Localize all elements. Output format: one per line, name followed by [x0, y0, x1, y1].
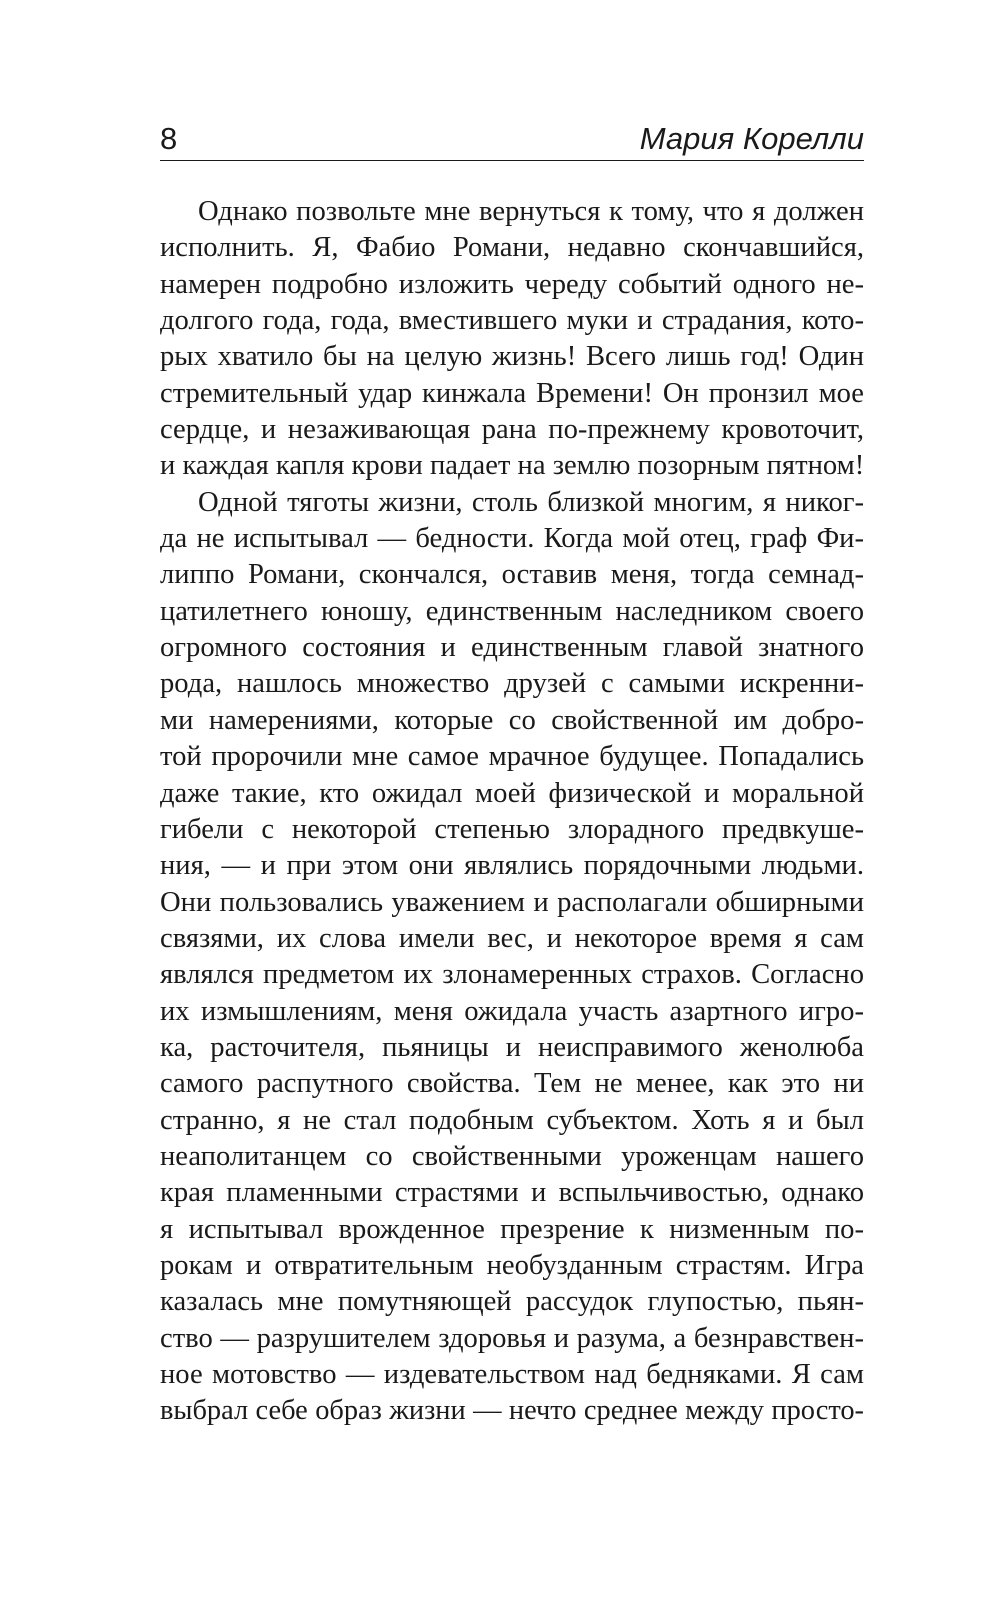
page-number: 8 — [160, 121, 178, 156]
paragraph-2 — [160, 485, 864, 1430]
text-line: той пророчили мне самое мрачное будущее. Попадались — [160, 741, 864, 773]
text-line: рода, нашлось множество друзей с самыми искренни- — [160, 668, 864, 700]
text-line: да не испытывал — бедности. Когда мой отец, граф Фи- — [160, 523, 864, 555]
text-line: Однако позвольте мне вернуться к тому, что я должен — [198, 196, 864, 227]
text-line: намерен подробно изложить череду событий одного не- — [160, 268, 864, 300]
text-line: рых хватило бы на целую жизнь! Всего лишь год! Один — [160, 341, 864, 373]
text-line: и каждая капля крови падает на землю позорным пятном! — [160, 450, 865, 482]
text-line: липпо Романи, скончался, оставив меня, тогда семнад- — [160, 559, 864, 591]
paragraph-1 — [160, 194, 864, 485]
header-rule — [160, 160, 864, 161]
text-line: даже такие, кто ожидал моей физической и моральной — [160, 777, 864, 809]
text-line: края пламенными страстями и вспыльчивостью, однако — [160, 1177, 864, 1209]
text-line: Они пользовались уважением и располагали обширными — [160, 886, 864, 918]
text-line: стремительный удар кинжала Времени! Он пронзил мое — [160, 377, 864, 409]
text-line: самого распутного свойства. Тем не менее, как это ни — [160, 1068, 864, 1100]
text-line: их измышлениям, меня ожидала участь азартного игро- — [160, 995, 864, 1027]
body-text — [160, 194, 864, 1430]
text-line: странно, я не стал подобным субъектом. Хоть я и был — [160, 1104, 864, 1136]
running-head-author: Мария Корелли — [639, 121, 864, 156]
text-line: неаполитанцем со свойственными уроженцам нашего — [160, 1140, 864, 1172]
text-line: Одной тяготы жизни, столь близкой многим, я никог- — [198, 486, 864, 518]
text-line: исполнить. Я, Фабио Романи, недавно скончавшийся, — [160, 232, 864, 264]
text-line: являлся предметом их злонамеренных страхов. Согласно — [160, 959, 864, 991]
text-line: рокам и отвратительным необузданным страстям. Игра — [160, 1249, 864, 1281]
text-line: гибели с некоторой степенью злорадного предвкуше- — [160, 813, 864, 845]
text-line: цатилетнего юношу, единственным наследником своего — [160, 595, 864, 627]
text-line: связями, их слова имели вес, и некоторое время я сам — [160, 922, 864, 954]
text-line: ка, расточителя, пьяницы и неисправимого женолюба — [160, 1031, 864, 1063]
running-head — [160, 119, 864, 163]
text-line: ное мотовство — издевательством над бедняками. Я сам — [160, 1359, 864, 1390]
text-line: огромного состояния и единственным главой знатного — [160, 632, 864, 664]
text-line: казалась мне помутняющей рассудок глупостью, пьян- — [160, 1286, 864, 1318]
text-line: я испытывал врожденное презрение к низменным по- — [160, 1213, 864, 1245]
text-line: ми намерениями, которые со свойственной им добро- — [160, 704, 864, 736]
text-line: долгого года, года, вместившего муки и страдания, кото- — [160, 305, 864, 337]
text-line: ство — разрушителем здоровья и разума, а безнравствен- — [160, 1322, 864, 1354]
text-line: ния, — и при этом они являлись порядочными людьми. — [160, 850, 864, 882]
text-line: сердце, и незаживающая рана по-прежнему кровоточит, — [160, 414, 864, 446]
text-line: выбрал себе образ жизни — нечто среднее между просто- — [160, 1395, 864, 1427]
